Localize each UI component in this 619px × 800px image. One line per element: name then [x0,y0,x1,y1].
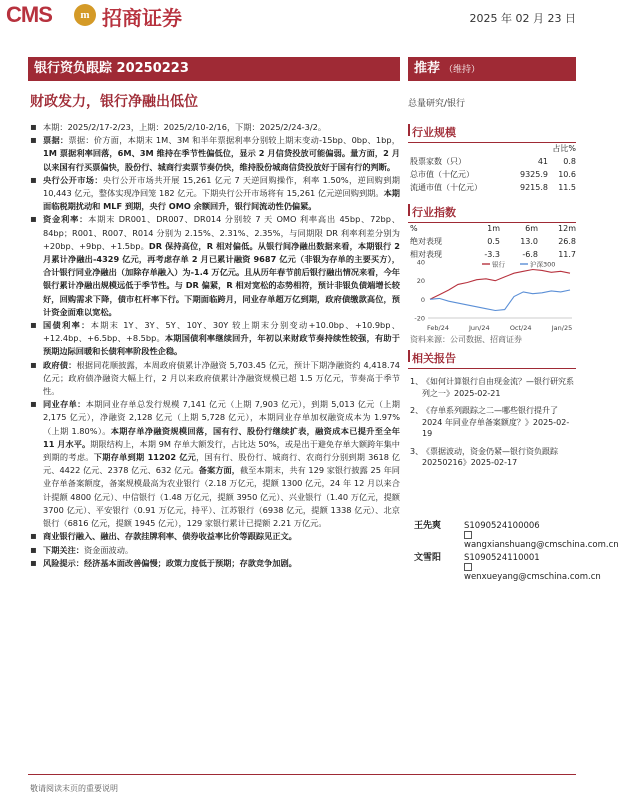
email-icon [464,563,472,571]
x-tick-label: Jan/25 [551,324,573,332]
legend-label: 沪深300 [530,260,556,269]
item-text: 《存单系列跟踪之二—哪些银行提升了 2024 年同业存单备案额度？》2025-02-19 [422,406,570,438]
logo-badge-icon: m [74,4,96,26]
index-header-1m: 1m [487,224,500,233]
bill-text: 票据：价方面，本期末 1M、3M 和半年票据利率分别较上期末变动-15bp、0bp、1bp， [68,135,400,146]
govbond-label: 政府债： [43,359,77,370]
omo-paragraph [30,174,400,214]
rating-banner [408,57,576,81]
ncd-term-text: 期限结构上，本期 9M 存单大额发行，占比达 50%，或是出于避免存单大额跨年集中到期的考虑。 [43,438,400,463]
index-header-12m: 12m [558,224,576,233]
treasury-bold-text: 本期国债利率继续回升，年初以来财政节奏持续性较强，有助于预期边际回暖和长债利率阶段性企稳。 [43,333,400,357]
report-date: 2025 年 02 月 23 日 [469,12,576,25]
govbond-paragraph [30,359,400,399]
omo-label: 央行公开市场： [43,174,103,185]
ncd-bold-text: 本期存单净融资规模回落，国有行、股份行继续扩表，融资成本已提升至全年 11 月水平。 [43,425,400,449]
legend-label: 银行 [492,260,505,269]
table-row [410,155,576,168]
rating-sub: （维持） [444,65,481,75]
next-focus-text: 资金面波动。 [83,544,134,555]
row-value: 9325.9 [520,170,548,179]
item-text: 《票据波动，资金仍紧—银行资负跟踪 20250216》2025-02-17 [422,446,558,467]
period-paragraph [30,121,400,134]
row-pct: 11.5 [558,183,576,192]
list-item[interactable] [410,446,576,469]
govbond-text: 根据同花顺披露，本周政府债累计净融资 5,703.45 亿元，预计下期净融资约 4,418.74 亿元；政府债净融资大幅上行，2 月以来政府债累计净融资规模已超 1.5 万亿元，节奏高于季节性。 [43,359,400,397]
risk-paragraph [30,557,400,570]
treasury-text: 本期末 1Y、3Y、5Y、10Y、30Y 较上期末分别变动+10.0bp、+10.9bp、+12.4bp、+6.5bp、+8.5bp。 [43,320,400,344]
row-label: 股票家数（只） [410,157,466,166]
item-number: 2、 [410,406,424,415]
bill-paragraph: ▪ 票据：票据：价方面，本期末 1M、3M 和半年票据利率分别较上期末变动-15bp、0bp、1bp，1M 票据利率回落，6M、3M 维持在季节性偏低位，显示 2 月信贷投放可能偏弱。量方面，2 月以来国有行买票偏快，股份行、城商行卖票节奏仍快，维持股份城商信贷投放好于国有行的判断。 [30,134,400,174]
row-value: 13.0 [520,237,538,246]
logo-chinese-text: 招商证券 [102,6,182,30]
row-pct: 0.8 [563,157,576,166]
bill-bold-text: 1M 票据利率回落，6M、3M 维持在季节性偏低位，显示 2 月信贷投放可能偏弱。量方面，2 月以来国有行买票偏快，股份行、城商行卖票节奏仍快，维持股份城商信贷投放好于国有行的判断。 [43,148,400,172]
report-title-banner: 银行资负跟踪 20250223 [28,57,400,81]
table-row [410,142,576,155]
footer-divider [28,774,576,775]
main-body [30,121,400,570]
list-item[interactable] [410,405,576,440]
analyst-category: 总量研究/银行 [408,99,466,109]
industry-scale-table [410,142,576,194]
ncd-filing-text: 截至本期末，共有 129 家银行披露 25 年同业存单备案额度，备案规模最高为农业银行（2.18 万亿元，提额 1300 亿元，24 年 12 月以来合计提额 4800 亿元）、中信银行（1.48 万亿元，提额 3950 亿元）、兴业银行（1.40 万亿元，提额 3700 亿元）、平安银行（0.91 万亿元，持平）、江苏银行（6938 亿元，提额 1338 亿元）、北京银行（6816 亿元，提额 1945 亿元），129 家银行累计已提额 2.21 万亿元。 [43,465,400,529]
y-tick-label: -20 [414,314,425,323]
email-icon [464,531,472,539]
tracking-paragraph [30,530,400,543]
next-focus-label: 下期关注： [43,544,84,555]
row-value: 9215.8 [520,183,548,192]
risk-label: 风险提示： [43,557,84,568]
analyst-block-1 [414,518,619,550]
analyst-cert: S1090524110001 [464,553,540,563]
ncd-label: 同业存单： [43,399,86,410]
tracking-text: 商业银行融入、融出、存款挂牌利率、债券收益率比价等跟踪见正文。 [43,531,297,542]
row-pct: 10.6 [558,170,576,179]
ncd-text: 本期同业存单总发行规模 7,141 亿元（上期 7,903 亿元），到期 5,013 亿元（上期 2,175 亿元），净融资 2,128 亿元（上期 5,728 亿元），本期同业存单加权融资成本为 1.97%（上期 1.80%）。 [43,399,400,436]
list-item[interactable] [410,376,576,399]
ncd-filing-label: 备案方面， [198,465,240,476]
index-header-unit: % [410,224,418,233]
analyst-block-2 [414,550,601,582]
table-row [410,235,576,248]
analyst-email[interactable]: wangxianshuang@cmschina.com.cn [464,540,619,550]
y-tick-label: 20 [416,277,425,286]
row-label: 流通市值（十亿元） [410,183,482,192]
row-value: -3.3 [484,250,500,259]
chart-source: 资料来源：公司数据、招商证券 [410,335,522,344]
treasury-paragraph [30,319,400,359]
y-tick-label: 40 [416,258,425,267]
industry-scale-heading: 行业规模 [408,124,576,143]
rate-paragraph [30,213,400,319]
report-subtitle: 财政发力，银行净融出低位 [30,94,198,110]
series-line-0 [430,270,570,300]
x-tick-label: Feb/24 [427,324,449,332]
risk-text: 经济基本面改善偏慢；政策力度低于预期；存款竞争加剧。 [83,557,297,568]
period-text: 本期：2025/2/17-2/23，上期：2025/2/10-2/16，下期：2025/2/24-3/2。 [43,122,327,132]
related-reports-heading: 相关报告 [408,350,576,369]
y-tick-label: 0 [420,295,425,304]
rate-text: 本期末 DR001、DR007、DR014 分别较 7 天 OMO 利率高出 45bp、72bp、84bp；R001、R007、R014 分别为 2.15%、2.31%、2.35%，与同期限 DR 利率利差分别为+20bp、+9bp、+1.5bp。 [43,214,400,251]
ncd-maturity-bold: 下期存单到期 11202 亿元 [93,452,197,463]
row-label: 相对表现 [410,250,442,259]
ncd-paragraph [30,398,400,530]
row-label: 绝对表现 [410,237,442,246]
industry-index-heading: 行业指数 [408,204,576,223]
logo-cms-text: CMS [6,2,52,27]
row-value: 26.8 [558,237,576,246]
row-label: 总市值（十亿元） [410,170,474,179]
omo-bold-text: 本期面临税期扰动和 MLF 到期，央行 OMO 余额回升，银行间流动性仍偏紧。 [43,188,400,212]
item-number: 3、 [410,446,424,456]
rate-bold-text-2: 与 DR 偏紧，R 相对宽松的态势相符，预计非银负债端增长较好，回购需求下降，债市杠杆率下行。下期面临跨月，同业存单超万亿到期，政府债缴款高位，预计资金面难以宽松。 [43,280,400,317]
row-value: 41 [537,157,548,166]
item-number: 1、 [410,377,424,386]
table-row [410,168,576,181]
x-tick-label: Jun/24 [469,324,490,332]
omo-text: 央行公开市场共开展 15,261 亿元 7 天逆回购操作，利率 1.50%，逆回购到期 10,443 亿元，整体实现净回笼 182 亿元。下期央行公开市场将有 15,261 亿元逆回购到期。 [43,174,400,199]
item-text: 《如何计算银行自由现金流？—银行研究系列之一》2025-02-21 [422,377,574,398]
rate-bold-text: DR 保持高位，R 相对偏低。从银行间净融出数据来看，本期银行 2 月累计净融出-4329 亿元，再考虑存单 2 月已累计融资 9687 亿元（非银为存单的主要买方），合计银行同业净融出（加除存单融入）为-1.4 万亿元。且从历年春节前后银行融出情况来看，今年银行累计净融出规模远低于季节性。 [43,240,400,291]
table-row [410,181,576,194]
row-value: 0.5 [487,237,500,246]
analyst-name: 王先爽 [414,521,442,531]
row-value: 11.7 [558,250,576,259]
performance-chart [410,256,576,332]
index-header-6m: 6m [525,224,538,233]
table-row [410,222,576,235]
company-logo [6,2,206,28]
x-tick-label: Oct/24 [509,324,532,332]
treasury-label: 国债利率： [43,320,91,331]
row-value: -6.8 [522,250,538,259]
rating-label: 推荐 [414,61,441,76]
analyst-cert: S1090524100006 [464,521,540,531]
ncd-maturity-text: ，国有行、股份行、城商行、农商行分别到期 3618 亿元、4422 亿元、2378 亿元、632 亿元。 [43,452,400,476]
pct-header: 占比% [552,144,576,153]
series-line-1 [430,290,570,311]
related-reports-list [410,376,576,475]
rate-label: 资金利率： [43,214,89,225]
next-focus-paragraph [30,544,400,557]
analyst-name: 文雪阳 [414,553,442,563]
analyst-email[interactable]: wenxueyang@cmschina.com.cn [464,572,601,582]
footer-note: 敬请阅读末页的重要说明 [30,784,118,793]
